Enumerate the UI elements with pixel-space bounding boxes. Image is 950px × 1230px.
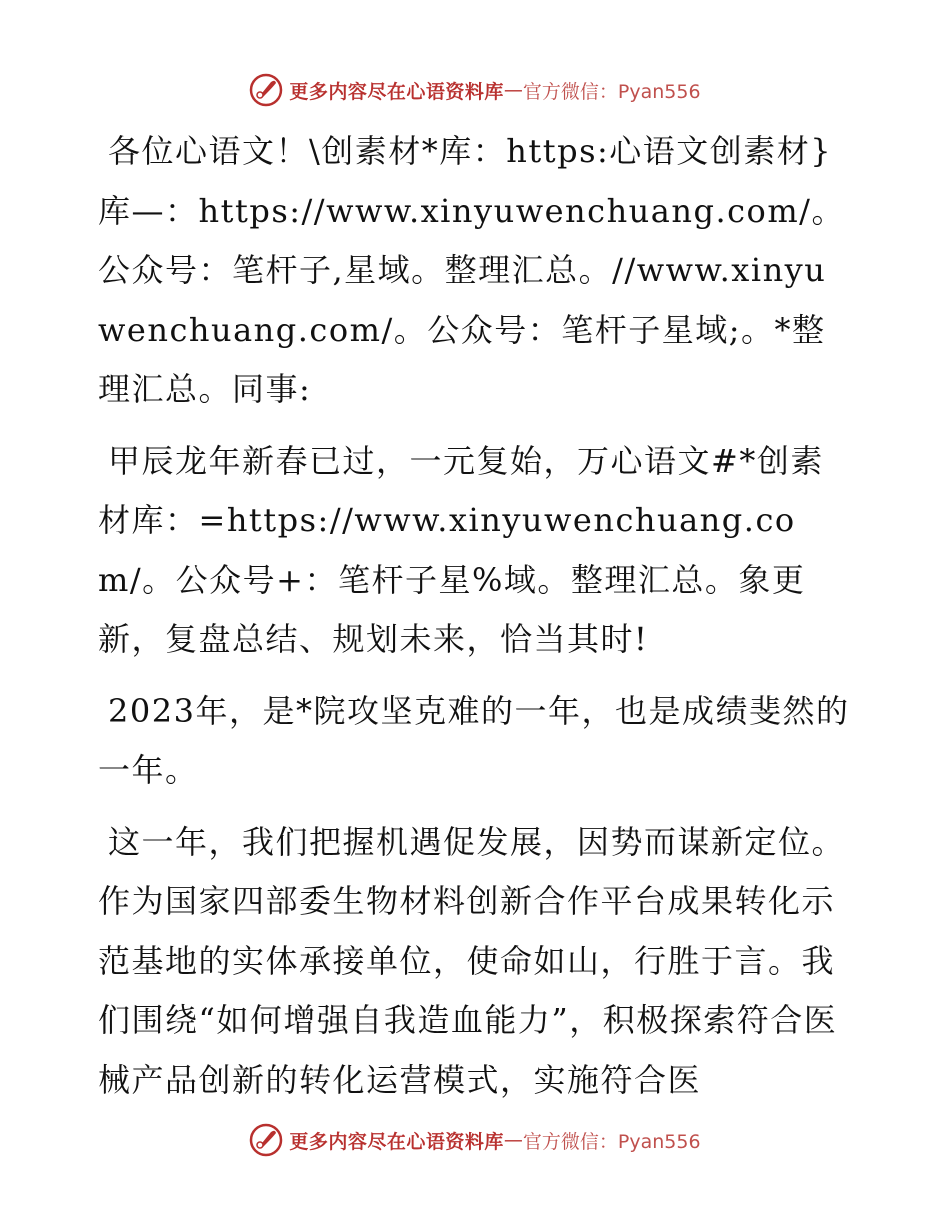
paragraph-1: 各位心语文！\创素材*库：https:心语文创素材}库—：https://www.xinyuwenchuang.com/。公众号：笔杆子,星域。整理汇总。//www.xinyuwenchuang.com/。公众号：笔杆子星域;。*整理汇总。同事: [98,132,845,408]
banner-text: 更多内容尽在心语资料库 [289,1130,504,1153]
paragraph-2: 甲辰龙年新春已过，一元复始，万心语文#*创素材库：=https://www.xinyuwenchuang.com/。公众号+：笔杆子星%域。整理汇总。象更新，复盘总结、规划未来，恰当其时! [98,441,824,658]
banner-separator: — [503,79,523,101]
quill-logo-icon [249,1123,283,1157]
footer-banner [0,1120,950,1160]
banner-wechat: 官方微信：Pyan556 [522,80,701,103]
paragraph-4: 这一年，我们把握机遇促发展，因势而谋新定位。作为国家四部委生物材料创新合作平台成果转化示范基地的实体承接单位，使命如山，行胜于言。我们围绕“如何增强自我造血能力”，积极探索符合医械产品创新的转化运营模式，实施符合医 [98,822,846,1099]
banner-separator: — [503,1129,523,1151]
quill-logo-icon [249,73,283,107]
header-banner [0,70,950,110]
paragraph-3: 2023年，是*院攻坚克难的一年，也是成绩斐然的一年。 [98,691,850,789]
banner-text: 更多内容尽在心语资料库 [289,80,504,103]
document-body [98,122,850,1122]
banner-wechat: 官方微信：Pyan556 [522,1130,701,1153]
